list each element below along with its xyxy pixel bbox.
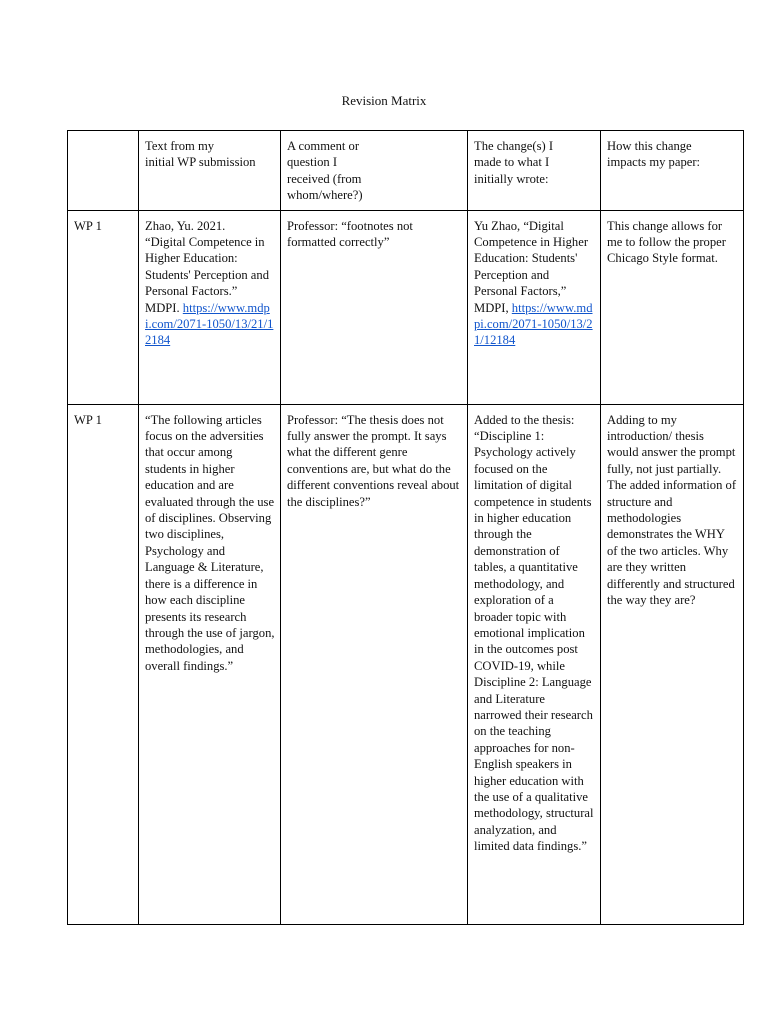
original-text: “The following articles focus on the adversities that occur among students in higher education and are evaluated through the use of disciplines. Observing two disciplines, Psychology and Language & Literature, there is a difference in how each discipline presents its research through the use of jargon, methodologies, and overall findings.”	[145, 412, 275, 673]
original-text: Zhao, Yu. 2021. “Digital Competence in Higher Education: Students' Perception and Personal Factors.” MDPI.	[145, 218, 269, 315]
header-cell-original-text	[139, 131, 281, 211]
comment-cell	[281, 404, 468, 924]
header-impact-text: How this change impacts my paper:	[607, 139, 701, 170]
impact-text: This change allows for me to follow the proper Chicago Style format.	[607, 218, 726, 266]
header-cell-impact	[601, 131, 744, 211]
row-label-cell	[68, 210, 139, 404]
table-row	[68, 404, 744, 924]
header-cell-change	[468, 131, 601, 211]
row-label: WP 1	[74, 412, 102, 427]
row-label: WP 1	[74, 218, 102, 233]
original-source-link[interactable]: https://www.mdpi.com/2071-1050/13/21/12184	[145, 300, 274, 348]
impact-cell	[601, 210, 744, 404]
header-original-text: Text from my initial WP submission	[145, 139, 256, 170]
comment-text: Professor: “The thesis does not fully answer the prompt. It says what the different genre conventions are, but what do the different conventions reveal about the disciplines?”	[287, 412, 460, 509]
comment-cell	[281, 210, 468, 404]
change-text: Added to the thesis: “Discipline 1: Psychology actively focused on the limitation of digital competence in students in higher education through the demonstration of tables, a quantitative methodology, and exploration of a broader topic with emotional implication in the outcomes post COVID-19, while Discipline 2: Language and Literature narrowed their research on the teaching approaches for non-English speakers in higher education with the use of a qualitative methodology, structural analyzation, and limited data findings.”	[474, 412, 594, 854]
original-text-cell	[139, 404, 281, 924]
revision-matrix-table	[67, 130, 744, 925]
change-source-link[interactable]: https://www.mdpi.com/2071-1050/13/21/12184	[474, 300, 593, 348]
comment-text: Professor: “footnotes not formatted correctly”	[287, 218, 413, 250]
change-cell	[468, 404, 601, 924]
original-text-cell	[139, 210, 281, 404]
document-title: Revision Matrix	[341, 93, 427, 108]
change-cell	[468, 210, 601, 404]
table-row	[68, 210, 744, 404]
table-header-row	[68, 131, 744, 211]
header-change-text: The change(s) I made to what I initially wrote:	[474, 139, 554, 186]
header-comment-text: A comment or question I received (from whom/where?)	[287, 139, 363, 203]
impact-text: Adding to my introduction/ thesis would answer the prompt fully, not just partially. The added information of structure and methodologies demonstrates the WHY of the two articles. Why are they written differently and structured the way they are?	[607, 412, 737, 608]
header-cell-label	[68, 131, 139, 211]
change-text: Yu Zhao, “Digital Competence in Higher Education: Students' Perception and Personal Factors,” MDPI,	[474, 218, 589, 315]
header-cell-comment	[281, 131, 468, 211]
impact-cell	[601, 404, 744, 924]
row-label-cell	[68, 404, 139, 924]
